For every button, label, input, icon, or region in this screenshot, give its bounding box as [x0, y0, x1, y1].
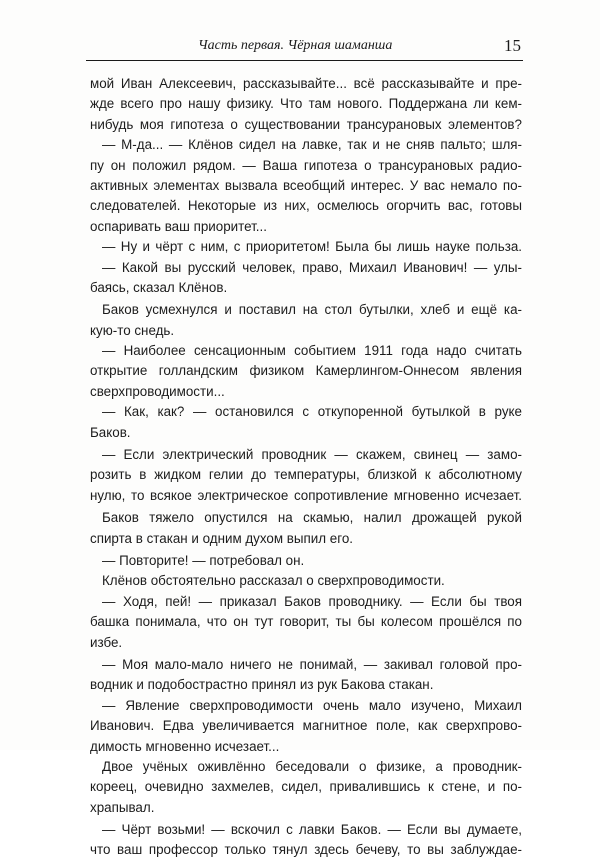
body-text	[90, 74, 522, 861]
text-line: башка понимала, что он тут говорит, ты бы колесом прошёлся по	[90, 614, 522, 630]
text-line: пу он положил рядом. — Ваша гипотеза о трансурановых радио-	[90, 157, 522, 173]
text-line: Клёнов обстоятельно рассказал о сверхпроводимости.	[102, 573, 445, 589]
running-header	[86, 36, 523, 61]
text-line: — Если электрический проводник — скажем, свинец — замо-	[102, 447, 522, 463]
text-line: — Чёрт возьми! — вскочил с лавки Баков. — Если вы думаете,	[102, 822, 522, 838]
text-line: открытие голландским физиком Камерлингом-Оннесом явления	[90, 363, 522, 379]
text-line: — Повторите! — потребовал он.	[102, 552, 305, 568]
text-line: Баков тяжело опустился на скамью, налил дрожащей рукой	[102, 510, 522, 526]
page-number: 15	[504, 36, 521, 55]
text-line: мой Иван Алексеевич, рассказывайте... всё рассказывайте и пре-	[90, 76, 522, 91]
text-line: баясь, сказал Клёнов.	[90, 279, 228, 295]
text-line: Баков.	[90, 424, 131, 440]
text-line: водник и подобострастно принял из рук Бакова стакан.	[90, 677, 434, 693]
text-line: — Явление сверхпроводимости очень мало изучено, Михаил	[102, 697, 522, 713]
text-line: — Моя мало-мало ничего не понимай, — закивал головой про-	[102, 656, 522, 672]
text-line: сверхпроводимости...	[90, 383, 225, 399]
text-line: избе.	[90, 634, 123, 650]
text-line: Баков усмехнулся и поставил на стол бутылки, хлеб и ещё ка-	[102, 302, 522, 318]
text-line: храпывал.	[90, 799, 155, 815]
text-line: — Какой вы русский человек, право, Михаил Иванович! — улы-	[102, 259, 522, 275]
text-line: что ваш профессор только тянул здесь бечеву, то вы заблуждае-	[90, 842, 522, 858]
text-line: кореец, очевидно захмелев, сидел, привалившись к стене, и по-	[90, 779, 522, 795]
text-line: нибудь моя гипотеза о существовании трансурановых элементов?	[90, 116, 522, 132]
text-line: — Наиболее сенсационным событием 1911 года надо считать	[102, 343, 522, 359]
text-line: кую-то снедь.	[90, 322, 175, 338]
text-line: Иванович. Едва увеличивается магнитное поле, как сверхпрово-	[90, 718, 522, 734]
text-line: — Как, как? — остановился с откупоренной бутылкой в руке	[102, 404, 522, 420]
text-line: оспаривать ваш приоритет...	[90, 218, 267, 234]
text-line: активных элементах вызвала всеобщий интерес. У вас немало по-	[90, 177, 522, 193]
text-line: жде всего про нашу физику. Что там нового. Поддержана ли кем-	[90, 96, 522, 112]
text-line: спирта в стакан и одним духом выпил его.	[90, 530, 354, 546]
text-line: — Ну и чёрт с ним, с приоритетом! Была бы лишь науке польза.	[102, 239, 522, 255]
text-line: — Ходя, пей! — приказал Баков проводнику. — Если бы твоя	[102, 593, 522, 609]
text-line: следователей. Некоторые из них, осмелюсь огорчить вас, готовы	[90, 198, 522, 214]
running-title: Часть первая. Чёрная шаманша	[198, 38, 393, 53]
text-line: — М-да... — Клёнов сидел на лавке, так и не сняв пальто; шля-	[102, 137, 522, 153]
text-line: димость мгновенно исчезает...	[90, 738, 280, 754]
text-line: Двое учёных оживлённо беседовали о физике, а проводник-	[102, 758, 522, 774]
text-line: розить в жидком гелии до температуры, близкой к абсолютному	[90, 467, 522, 483]
text-line: нулю, то всякое электрическое сопротивление мгновенно исчезает.	[90, 487, 522, 503]
